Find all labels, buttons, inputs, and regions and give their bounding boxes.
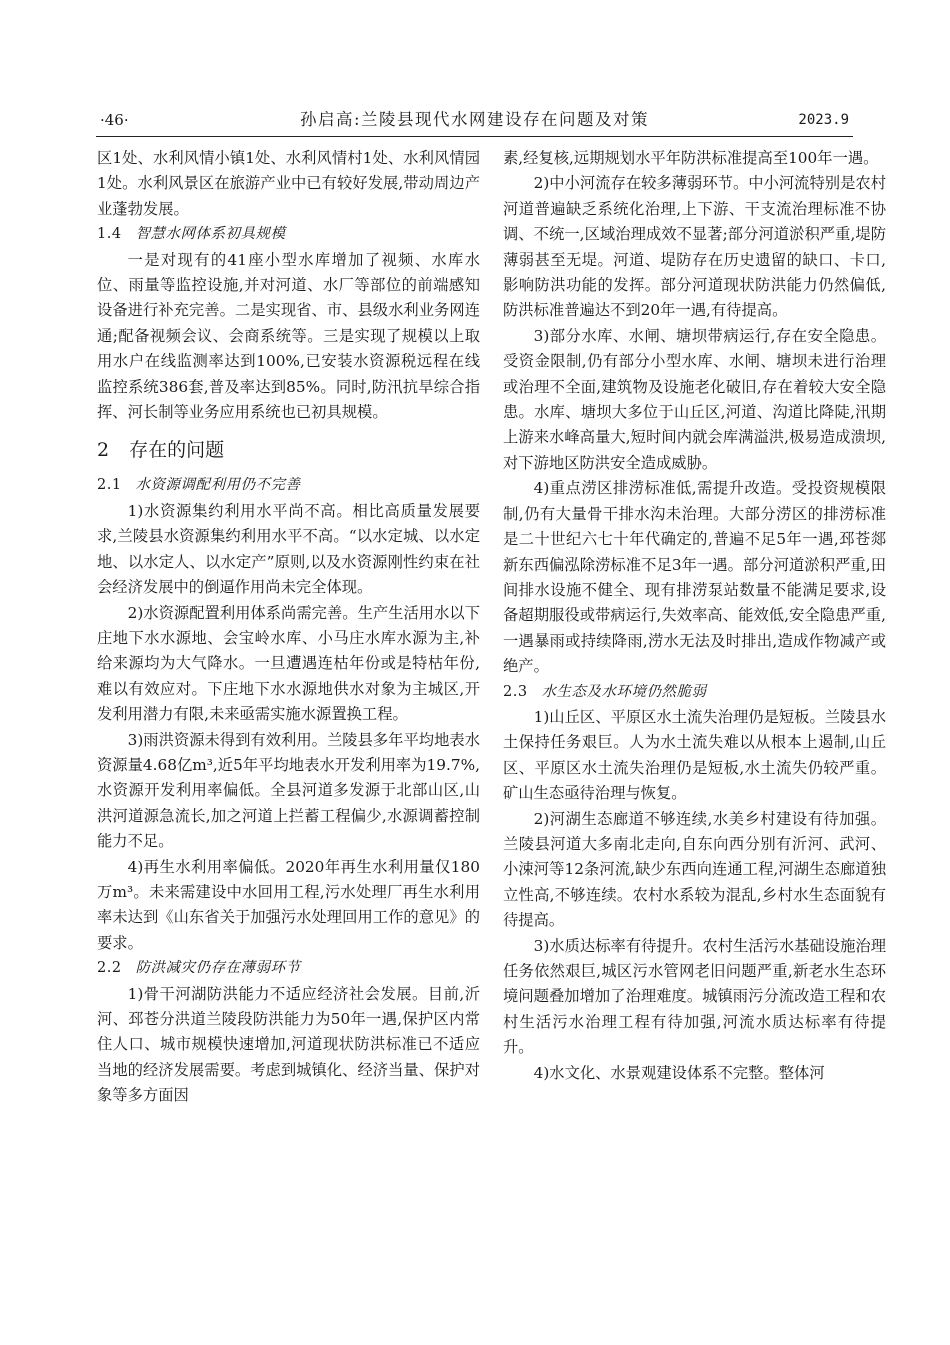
paragraph: 2)河湖生态廊道不够连续,水美乡村建设有待加强。兰陵县河道大多南北走向,自东向西分别有沂河、武河、小涑河等12条河流,缺少东西向连通工程,河湖生态廊道独立性高,不够连续。农村水系较为混乱,乡村水生态面貌有待提高。	[503, 809, 886, 930]
paragraph: 3)水质达标率有待提升。农村生活污水基础设施治理任务依然艰巨,城区污水管网老旧问题严重,新老水生态环境问题叠加增加了治理难度。城镇雨污分流改造工程和农村生活污水治理工程有待加强,河流水质达标率有待提升。	[503, 936, 886, 1057]
left-column	[97, 146, 480, 1286]
paragraph: 2)中小河流存在较多薄弱环节。中小河流特别是农村河道普遍缺乏系统化治理,上下游、干支流治理标准不协调、不统一,区域治理成效不显著;部分河道淤积严重,堤防薄弱甚至无堤。河道、堤防存在历史遗留的缺口、卡口,影响防洪功能的发挥。部分河道现状防洪能力仍然偏低,防洪标准普遍达不到20年一遇,有待提高。	[503, 174, 886, 320]
subsection-number: 1.4	[97, 226, 122, 243]
subsection-heading-1-4	[97, 222, 480, 247]
right-column	[503, 146, 886, 1286]
subsection-title: 防洪减灾仍存在薄弱环节	[135, 960, 301, 977]
paragraph: 1)骨干河湖防洪能力不适应经济社会发展。目前,沂河、邳苍分洪道兰陵段防洪能力为50年一遇,保护区内常住人口、城市规模快速增加,河道现状防洪标准已不适应当地的经济发展需要。考虑到城镇化、经济当量、保护对象等多方面因	[97, 984, 480, 1105]
subsection-number: 2.2	[97, 960, 122, 977]
paragraph: 一是对现有的41座小型水库增加了视频、水库水位、雨量等监控设施,并对河道、水厂等部位的前端感知设备进行补充完善。二是实现省、市、县级水利业务网连通;配备视频会议、会商系统等。三是实现了规模以上取用水户在线监测率达到100%,已安装水资源税远程在线监控系统386套,普及率达到85%。同时,防汛抗旱综合指挥、河长制等业务应用系统也已初具规模。	[97, 250, 480, 422]
paragraph: 1)水资源集约利用水平尚不高。相比高质量发展要求,兰陵县水资源集约利用水平不高。“以水定城、以水定地、以水定人、以水定产”原则,以及水资源刚性约束在社会经济发展中的倒逼作用尚未完全体现。	[97, 501, 480, 597]
subsection-number: 2.1	[97, 477, 122, 494]
paragraph: 3)雨洪资源未得到有效利用。兰陵县多年平均地表水资源量4.68亿m³,近5年平均地表水开发利用率为19.7%,水资源开发利用率偏低。全县河道多发源于北部山区,山洪河道源急流长,加之河道上拦蓄工程偏少,水源调蓄控制能力不足。	[97, 730, 480, 851]
paragraph: 1)山丘区、平原区水土流失治理仍是短板。兰陵县水土保持任务艰巨。人为水土流失难以从根本上遏制,山丘区、平原区水土流失治理仍是短板,水土流失仍较严重。矿山生态亟待治理与恢复。	[503, 707, 886, 803]
section-heading-2	[97, 435, 480, 465]
paragraph: 4)再生水利用率偏低。2020年再生水利用量仅180万m³。未来需建设中水回用工程,污水处理厂再生水利用率未达到《山东省关于加强污水处理回用工作的意见》的要求。	[97, 857, 480, 952]
paragraph: 3)部分水库、水闸、塘坝带病运行,存在安全隐患。受资金限制,仍有部分小型水库、水闸、塘坝未进行治理或治理不全面,建筑物及设施老化破旧,存在着较大安全隐患。水库、塘坝大多位于山丘区,河道、沟道比降陡,汛期上游来水峰高量大,短时间内就会库满溢洪,极易造成溃坝,对下游地区防洪安全造成威胁。	[503, 326, 886, 472]
subsection-title: 水资源调配利用仍不完善	[135, 477, 301, 494]
running-header	[96, 108, 853, 137]
paragraph: 区1处、水利风情小镇1处、水利风情村1处、水利风情园1处。水利风景区在旅游产业中已有较好发展,带动周边产业蓬勃发展。	[97, 149, 480, 218]
section-title: 存在的问题	[129, 439, 225, 462]
subsection-heading-2-1	[97, 473, 480, 498]
section-number: 2	[97, 439, 110, 462]
subsection-heading-2-3	[503, 680, 886, 705]
subsection-heading-2-2	[97, 956, 480, 981]
page-number: ·46·	[100, 111, 129, 129]
subsection-title: 水生态及水环境仍然脆弱	[541, 683, 707, 700]
issue-date: 2023.9	[798, 112, 849, 128]
paragraph: 素,经复核,远期规划水平年防洪标准提高至100年一遇。	[503, 149, 879, 167]
subsection-title: 智慧水网体系初具规模	[135, 226, 286, 243]
paragraph: 4)重点涝区排涝标准低,需提升改造。受投资规模限制,仍有大量骨干排水沟未治理。大部分涝区的排涝标准是二十世纪六七十年代确定的,普遍不足5年一遇,邳苍郯新东西偏泓除涝标准不足3年一遇。部分河道淤积严重,田间排水设施不健全、现有排涝泵站数量不能满足要求,设备超期服役或带病运行,失效率高、能效低,安全隐患严重,一遇暴雨或持续降雨,涝水无法及时排出,造成作物减产或绝产。	[503, 479, 886, 676]
paragraph: 4)水文化、水景观建设体系不完整。整体河	[533, 1063, 825, 1082]
subsection-number: 2.3	[503, 683, 528, 700]
article-title: 孙启高:兰陵县现代水网建设存在问题及对策	[299, 110, 650, 129]
paragraph: 2)水资源配置利用体系尚需完善。生产生活用水以下庄地下水水源地、会宝岭水库、小马庄水库水源为主,补给来源均为大气降水。一旦遭遇连枯年份或是特枯年份,难以有效应对。下庄地下水水源地供水对象为主城区,开发利用潜力有限,未来亟需实施水源置换工程。	[97, 603, 480, 724]
